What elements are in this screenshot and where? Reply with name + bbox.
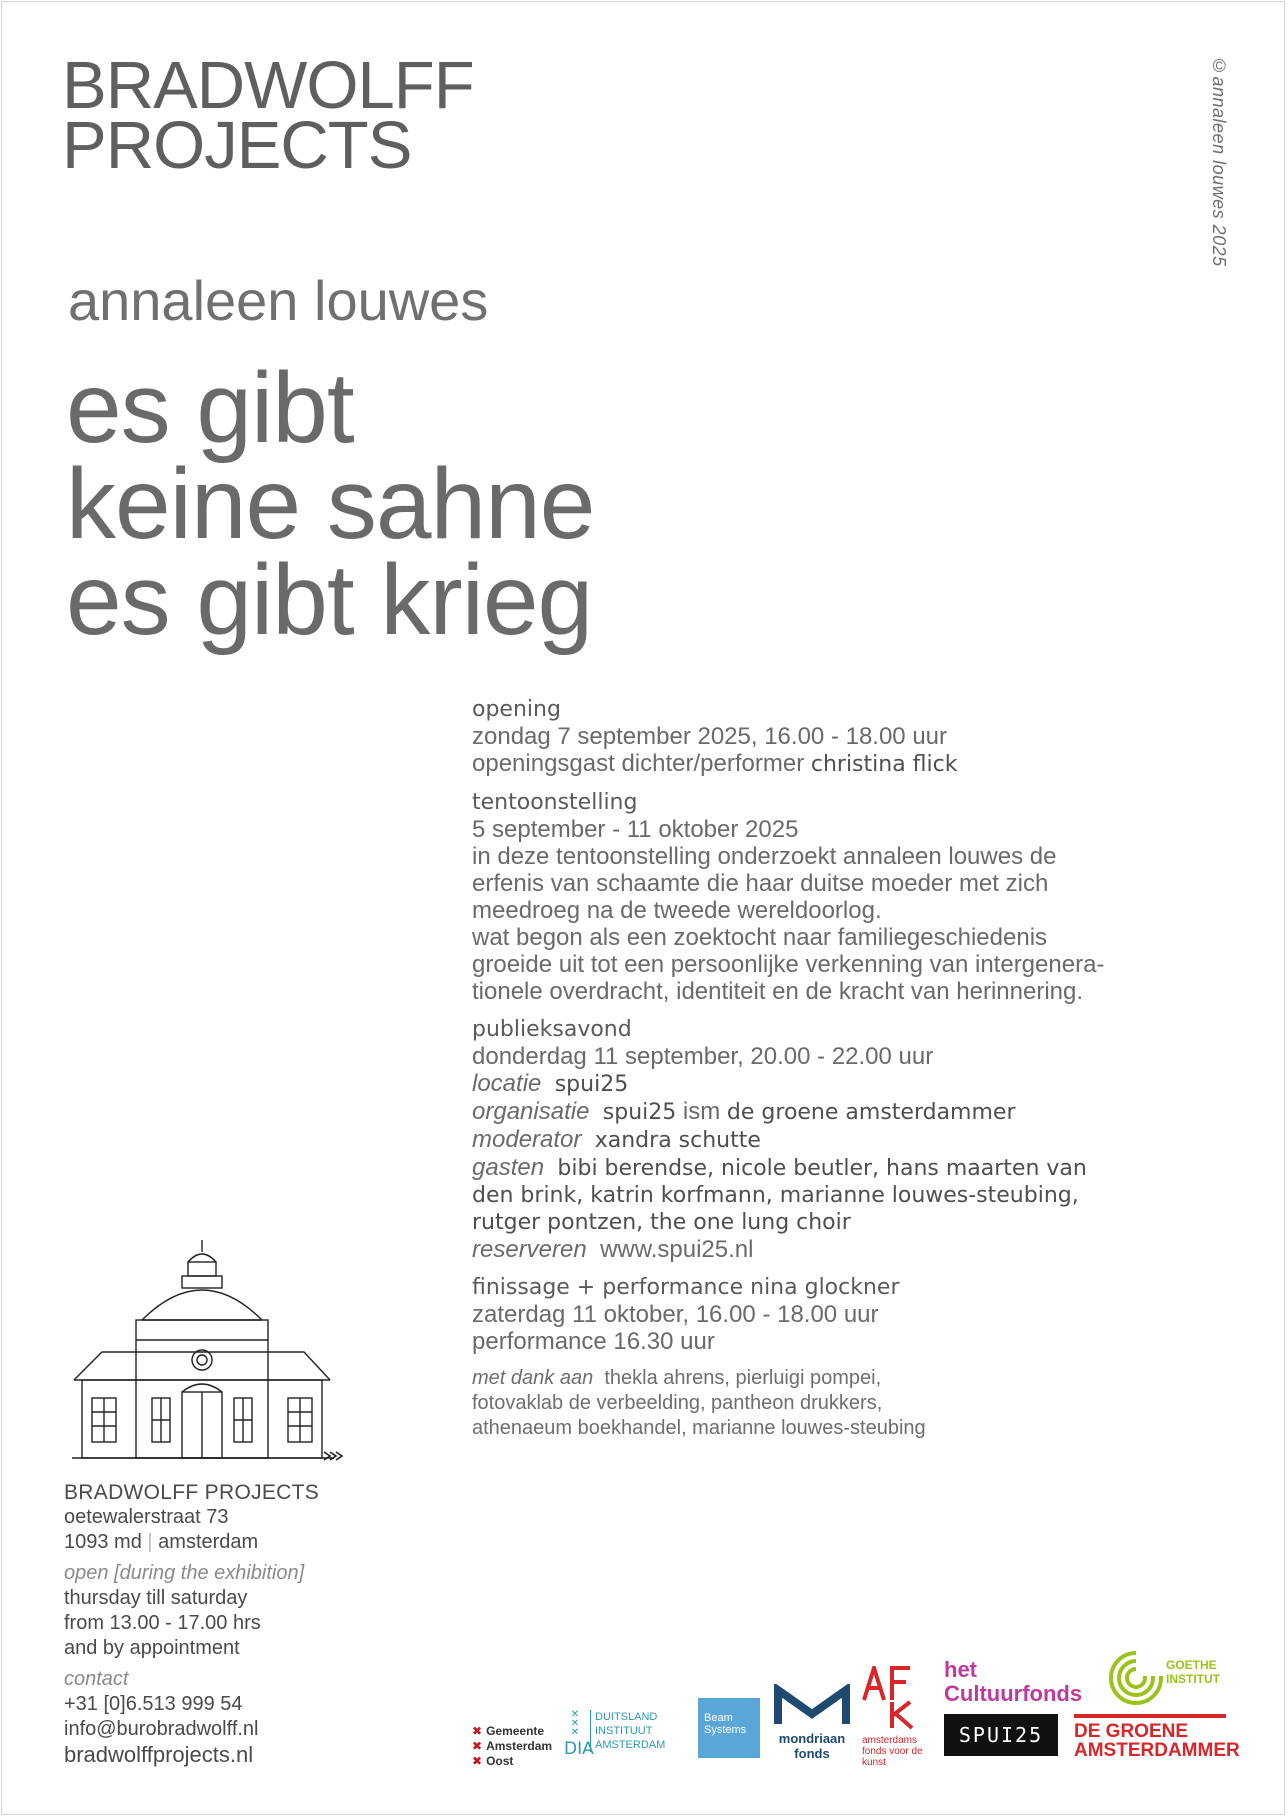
description-line: groeide uit tot een persoonlijke verkenning van intergenera- [472,951,1105,978]
tentoonstelling-heading: tentoonstelling [472,790,638,815]
thanks-line-3: athenaeum boekhandel, marianne louwes-steubing [472,1417,926,1439]
street: oetewalerstraat 73 [64,1506,229,1528]
gemeente-text-3: Oost [486,1754,514,1768]
description-line: wat begon als een zoektocht naar familiegeschiedenis [472,924,1048,951]
tentoonstelling-section [472,789,1232,1005]
gemeente-text-2: Amsterdam [486,1739,553,1753]
moderator-label: moderator [472,1126,582,1153]
groene-amsterdammer-logo [1074,1714,1240,1761]
description-line: tionele overdracht, identiteit en de kracht van herinnering. [472,978,1084,1005]
goethe-text-1: GOETHE [1166,1658,1217,1672]
dia-short: DIA [564,1739,594,1759]
opening-guest [472,750,1232,778]
gallery-name: BRADWOLFF PROJECTS [64,1481,320,1504]
afk-logo [862,1666,932,1768]
cultuurfonds-text-1: het [944,1657,977,1682]
gasten-row [472,1154,1232,1182]
opening-section [472,696,1232,778]
reserveren-label: reserveren [472,1236,587,1263]
city-line: 1093 md | amsterdam [64,1531,259,1553]
mondriaan-text-1: mondriaan [778,1731,846,1746]
organisatie-row [472,1098,1232,1126]
gallery-address [64,1480,319,1767]
phone[interactable]: +31 [0]6.513 999 54 [64,1693,243,1715]
hours-3: and by appointment [64,1637,240,1659]
dia-logo: ✕ ✕ ✕ DIA DUITSLAND INSTITUUT AMSTERDAM [564,1709,666,1759]
postcode: 1093 md [64,1531,142,1553]
brand-logo [62,48,474,183]
spui25-logo: SPUI25 [944,1714,1058,1756]
title-line-1: es gibt [66,352,354,464]
thanks-line-1 [472,1366,1232,1391]
groene-text-2: AMSTERDAMMER [1074,1740,1240,1761]
mondriaan-m-icon [774,1684,850,1726]
thanks-line-2: fotovaklab de verbeelding, pantheon drukkers, [472,1392,883,1414]
publieksavond-heading: publieksavond [472,1017,632,1042]
goethe-circles-icon [1108,1650,1164,1706]
gasten-label: gasten [472,1154,545,1181]
groene-text-1: DE GROENE [1074,1721,1189,1742]
open-label: open [during the exhibition] [64,1562,305,1584]
opening-guest-name: christina flick [810,752,958,777]
opening-guest-prefix: openingsgast dichter/performer [472,750,805,777]
cultuurfonds-text-2: Cultuurfonds [944,1681,1083,1706]
gemeente-text-1: Gemeente [486,1724,545,1738]
locatie-label: locatie [472,1070,542,1097]
city: amsterdam [158,1531,259,1553]
cultuurfonds-logo [944,1658,1082,1706]
event-info [472,696,1232,1441]
copyright-notice: ©annaleen louwes 2025 [1209,56,1229,267]
finissage-performance: performance 16.30 uur [472,1328,715,1355]
finissage-section [472,1274,1232,1355]
artist-name: annaleen louwes [68,269,489,332]
tentoonstelling-dates: 5 september - 11 oktober 2025 [472,816,799,843]
organisatie-value-1: spui25 [602,1100,677,1125]
brand-line-2: PROJECTS [62,108,412,183]
finissage-heading: finissage + performance nina glockner [472,1275,900,1300]
thanks-section [472,1366,1232,1441]
description-line: erfenis van schaamte die haar duitse moeder met zich [472,870,1049,897]
thanks-label: met dank aan [472,1367,594,1389]
goethe-institut-logo [1108,1650,1228,1706]
exhibition-title [66,352,595,656]
title-line-3: es gibt krieg [66,544,593,656]
organisatie-value-2: de groene amsterdammer [726,1100,1016,1125]
gasten-line-2: den brink, katrin korfmann, marianne louwes-steubing, [472,1183,1079,1208]
goethe-text-2: INSTITUT [1166,1672,1220,1686]
title-line-2: keine sahne [66,448,595,560]
dia-text-2: INSTITUUT [595,1725,653,1737]
reserveren-link[interactable]: www.spui25.nl [600,1236,754,1263]
description-line: meedroeg na de tweede wereldoorlog. [472,897,882,924]
moderator-value: xandra schutte [594,1128,761,1153]
beam-systems-logo: Beam Systems [698,1698,760,1758]
mondriaan-fonds-logo [774,1684,850,1760]
opening-date: zondag 7 september 2025, 16.00 - 18.00 uur [472,723,948,750]
thanks-names-1: thekla ahrens, pierluigi pompei, [604,1367,882,1389]
organisatie-mid: ism [682,1098,721,1125]
hours-1: thursday till saturday [64,1587,248,1609]
dia-text-3: AMSTERDAM [595,1739,666,1751]
reserveren-row [472,1236,1232,1263]
email-link[interactable]: info@burobradwolff.nl [64,1718,259,1740]
locatie-row [472,1070,1232,1098]
gallery-building-illustration [72,1240,346,1468]
hours-2: from 13.00 - 17.00 hrs [64,1612,261,1634]
gemeente-amsterdam-logo: ✖ Gemeente ✖ Amsterdam ✖ Oost [472,1724,553,1768]
description-line: in deze tentoonstelling onderzoekt annaleen louwes de [472,843,1057,870]
contact-label: contact [64,1668,129,1690]
gasten-line-3: rutger pontzen, the one lung choir [472,1210,851,1235]
dia-text-1: DUITSLAND [595,1711,658,1723]
finissage-date: zaterdag 11 oktober, 16.00 - 18.00 uur [472,1301,879,1328]
locatie-value: spui25 [554,1072,629,1097]
gasten-line-1: bibi berendse, nicole beutler, hans maarten van [557,1156,1087,1181]
brand-line-1: BRADWOLFF [62,48,474,123]
publieksavond-date: donderdag 11 september, 20.00 - 22.00 uur [472,1043,934,1070]
publieksavond-section [472,1016,1232,1263]
opening-heading: opening [472,697,561,722]
mondriaan-text-2: fonds [794,1746,830,1761]
afk-letters-icon [862,1666,922,1730]
website-link[interactable]: bradwolffprojects.nl [64,1742,254,1767]
afk-text: amsterdams fonds voor de kunst [862,1735,923,1768]
organisatie-label: organisatie [472,1098,590,1125]
moderator-row [472,1126,1232,1154]
